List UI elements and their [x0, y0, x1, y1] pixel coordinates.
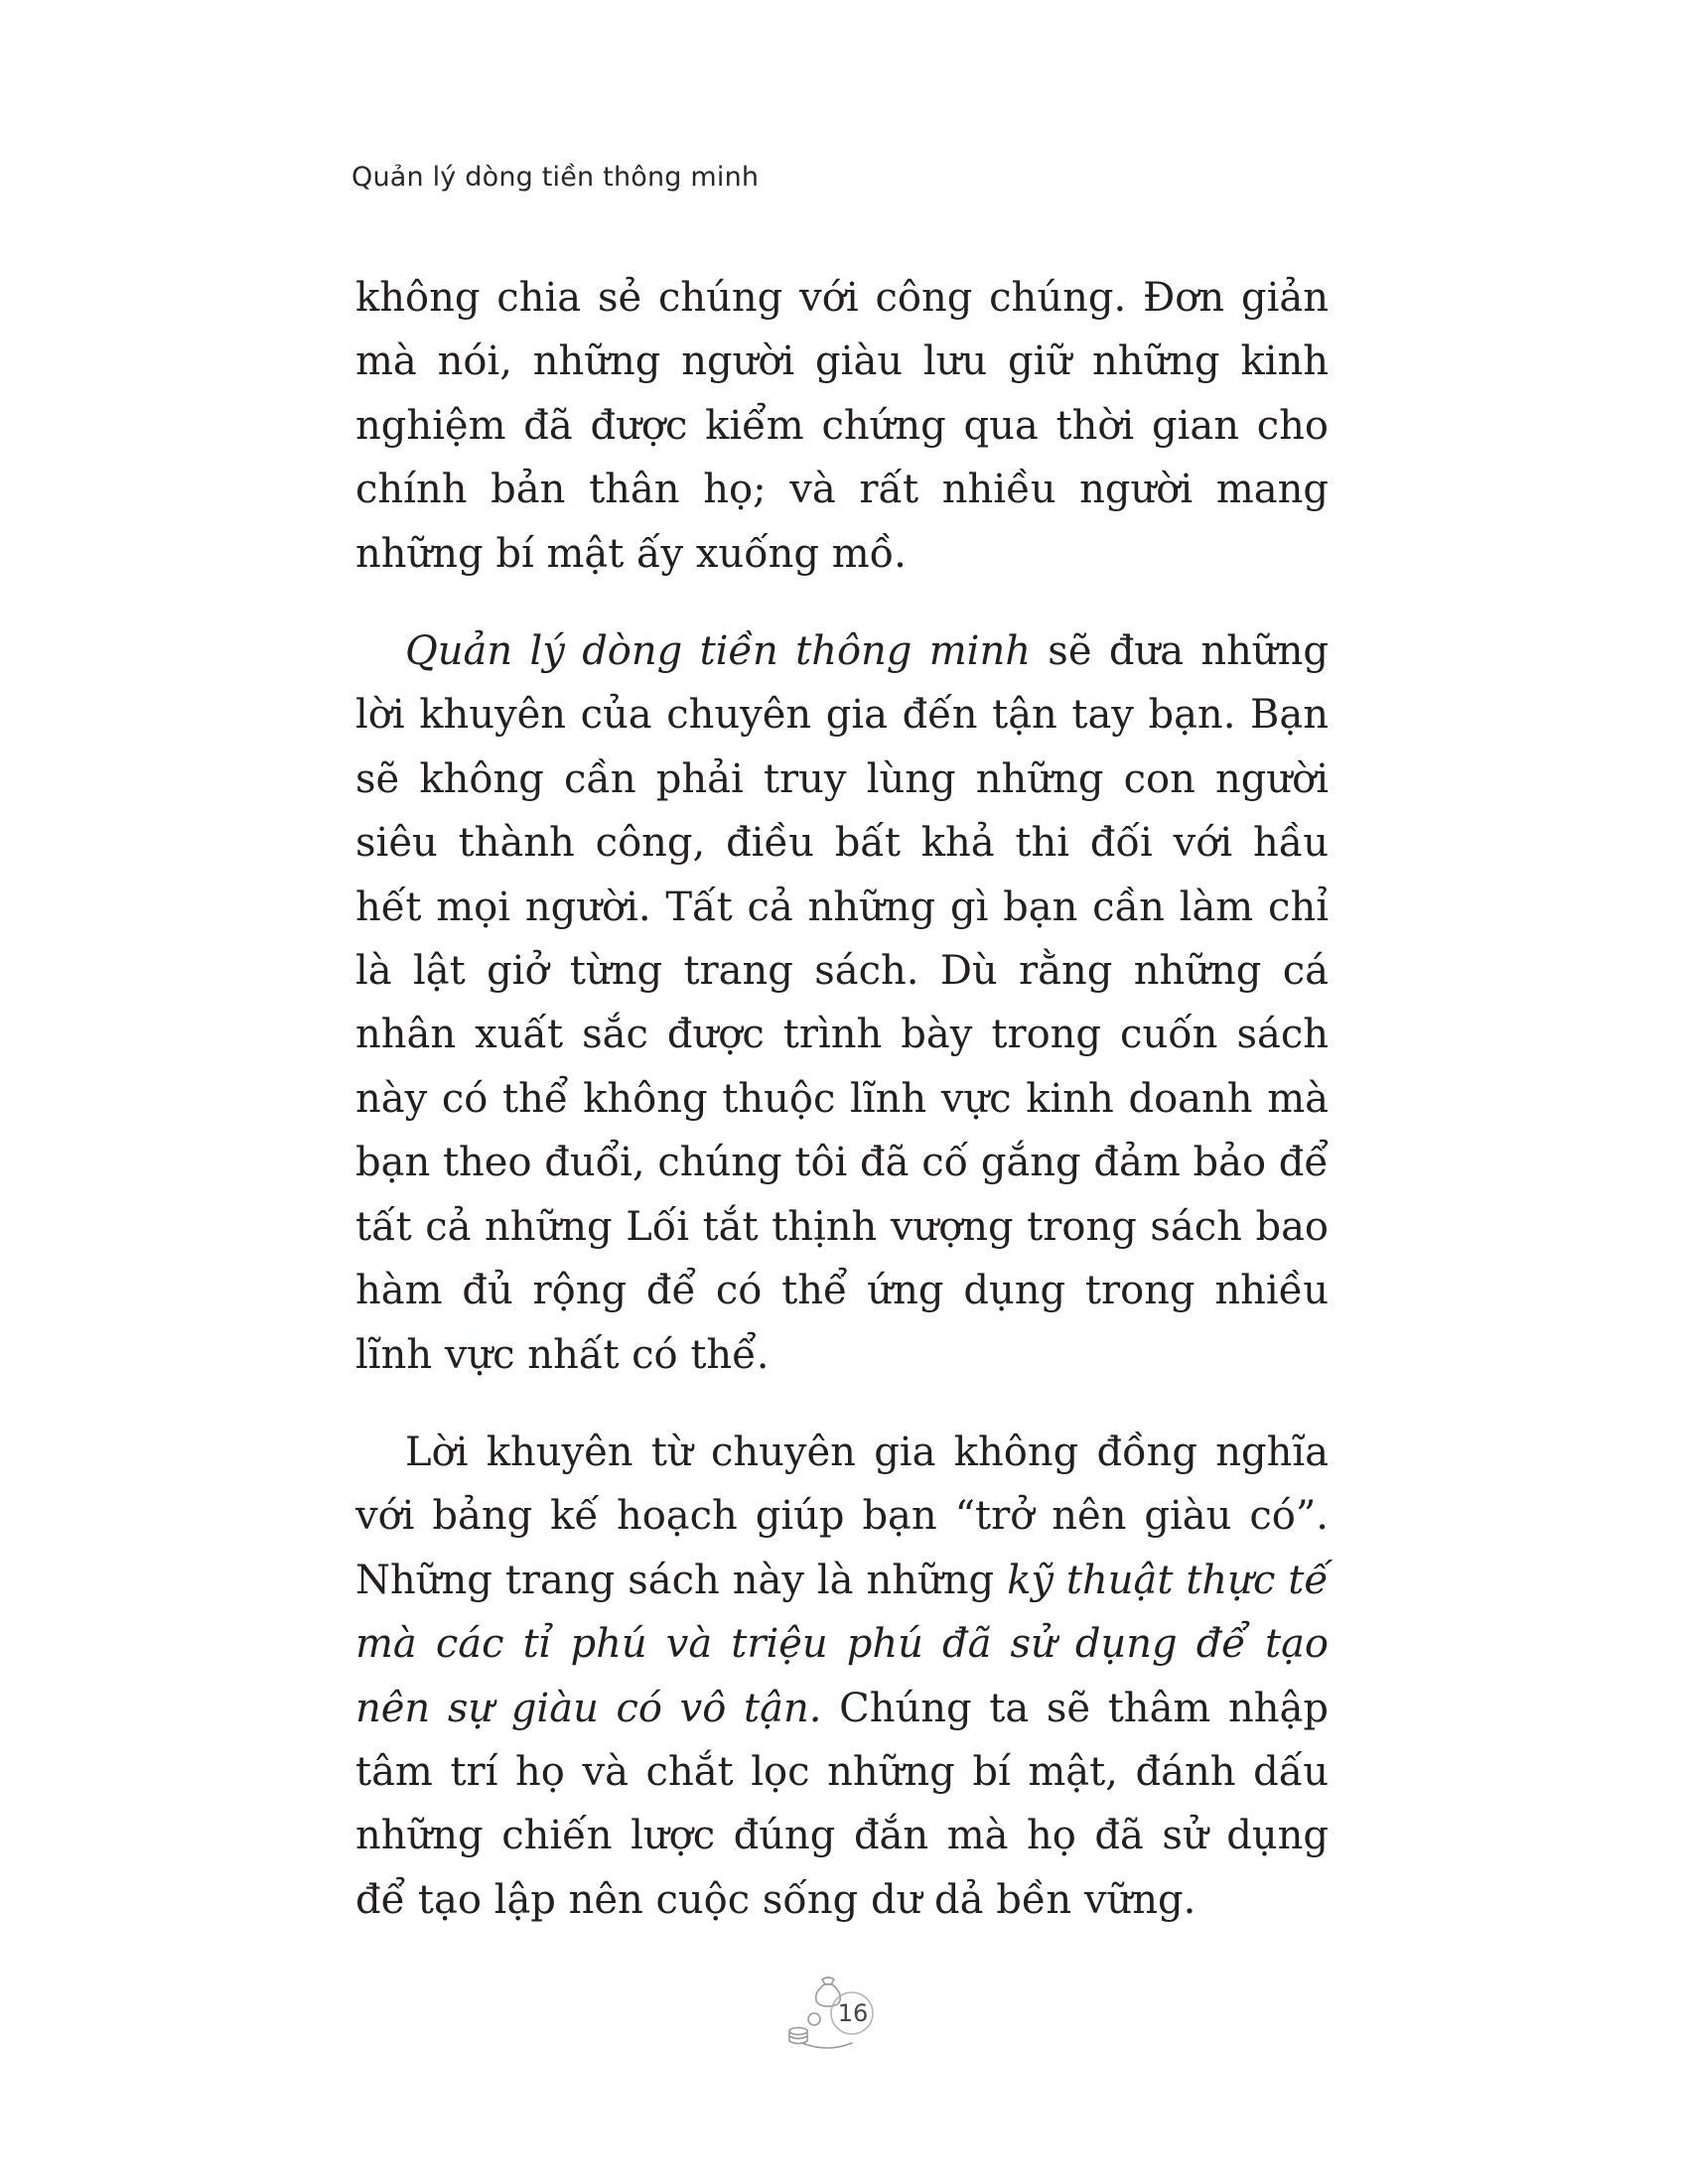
body-text [355, 266, 1329, 1966]
running-header: Quản lý dòng tiền thông minh [352, 162, 760, 193]
paragraph-3-italic: kỹ thuật thực tế mà các tỉ phú và triệu phú đã sử dụng để tạo nên sự giàu có vô tận. [355, 1557, 1329, 1731]
paragraph-1 [355, 266, 1329, 586]
paragraph-3 [355, 1421, 1329, 1932]
book-title-italic: Quản lý dòng tiền thông minh [405, 628, 1031, 675]
paragraph-2-text: sẽ đưa những lời khuyên của chuyên gia đến tận tay bạn. Bạn sẽ không cần phải truy lùng những con người siêu thành công, điều bất khả thi đối với hầu hết mọi người. Tất cả những gì bạn cần làm chỉ là lật giở từng trang sách. Dù rằng những cá nhân xuất sắc được trình bày trong cuốn sách này có thể không thuộc lĩnh vực kinh doanh mà bạn theo đuổi, chúng tôi đã cố gắng đảm bảo để tất cả những Lối tắt thịnh vượng trong sách bao hàm đủ rộng để có thể ứng dụng trong nhiều lĩnh vực nhất có thể. [355, 628, 1330, 1378]
paragraph-1-text: không chia sẻ chúng với công chúng. Đơn giản mà nói, những người giàu lưu giữ những kinh nghiệm đã được kiểm chứng qua thời gian cho chính bản thân họ; và rất nhiều người mang những bí mật ấy xuống mồ. [355, 275, 1329, 577]
paragraph-3-text-before: Lời khuyên từ chuyên gia không đồng nghĩa với bảng kế hoạch giúp bạn “trở nên giàu có”. Những trang sách này là những [355, 1429, 1329, 1603]
paragraph-2 [355, 619, 1329, 1387]
paragraph-3-text-after: Chúng ta sẽ thâm nhập tâm trí họ và chắt lọc những bí mật, đánh dấu những chiến lược đúng đắn mà họ đã sử dụng để tạo lập nên cuộc sống dư dả bền vững. [355, 1685, 1329, 1923]
page-number: 16 [837, 1999, 869, 2027]
